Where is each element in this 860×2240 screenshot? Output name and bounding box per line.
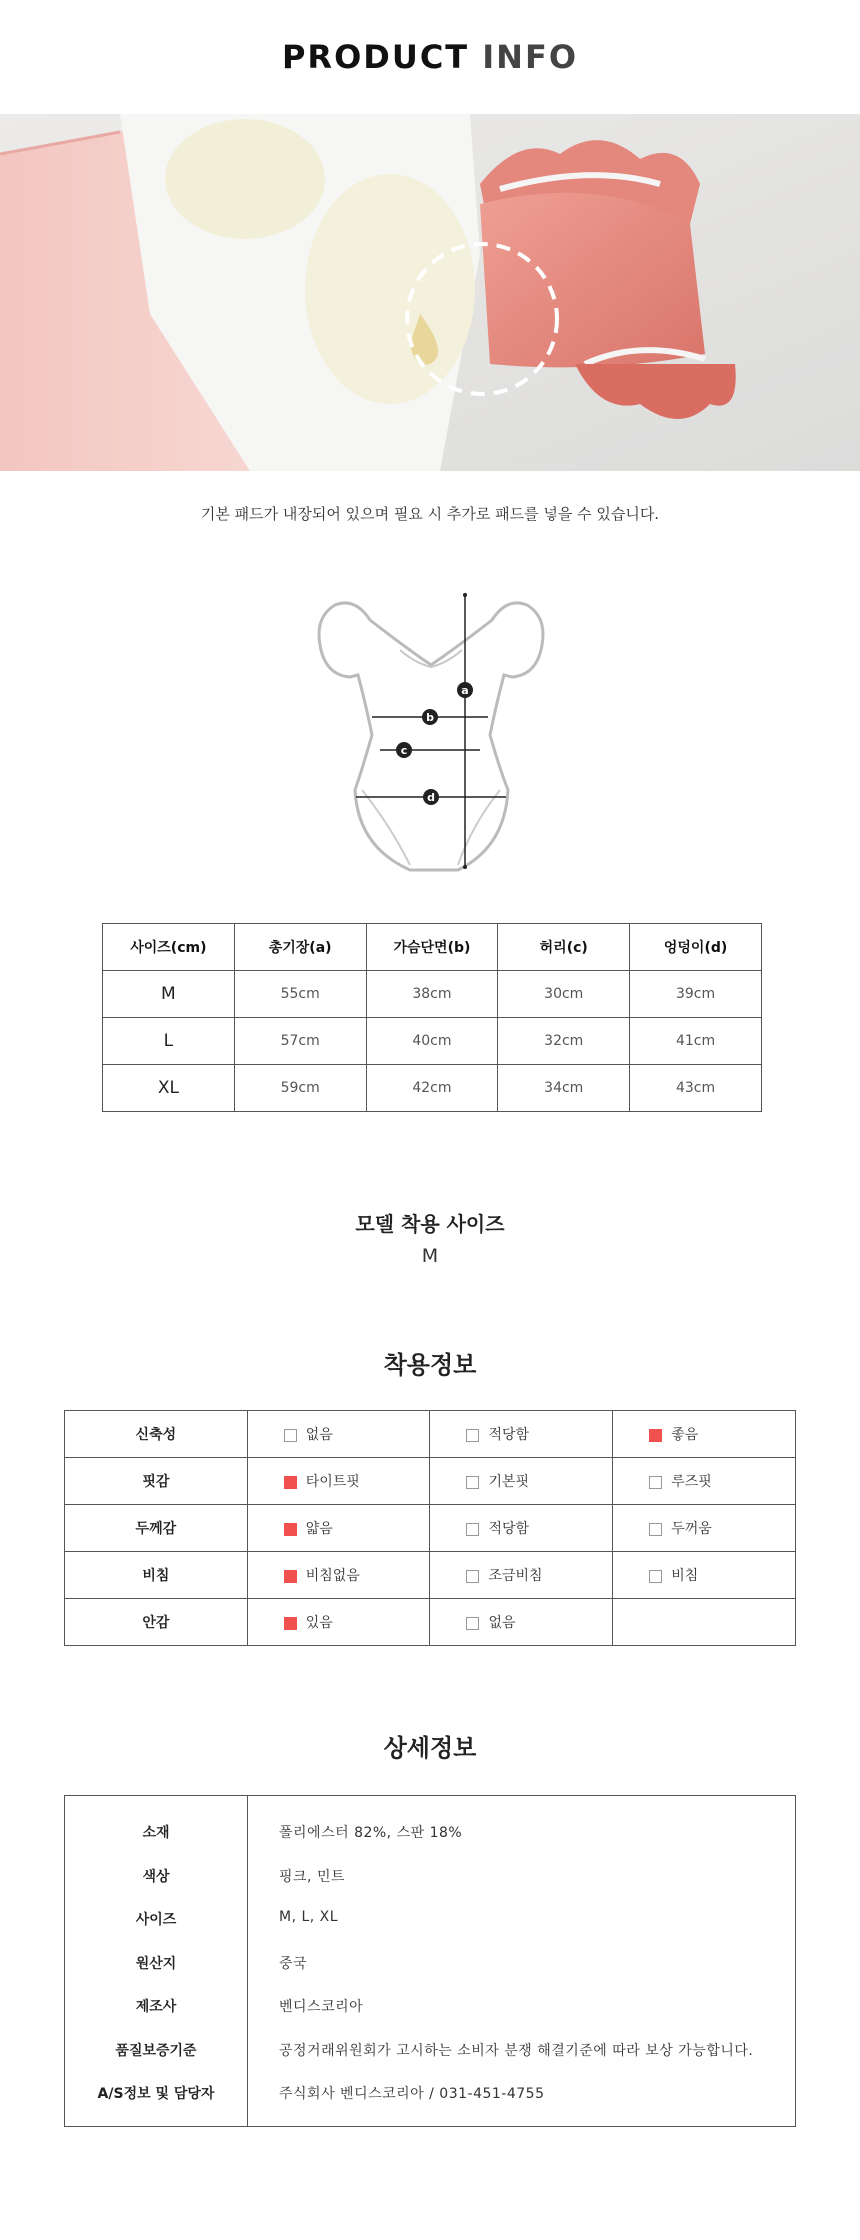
size-cell: XL [103,1065,235,1112]
diagram-label-d: d [427,791,435,804]
value-cell: 59cm [234,1065,366,1112]
table-row [103,1065,762,1112]
diagram-label-a: a [461,684,469,697]
label-a [457,682,473,698]
detail-row [65,1990,795,2020]
fit-info-table [64,1410,796,1646]
fit-option-label: 얇음 [305,1521,333,1537]
header-hip: 엉덩이(d) [630,924,762,971]
fit-option-label: 없음 [488,1615,516,1631]
fit-row-label: 신축성 [65,1411,248,1458]
fit-row-label: 비침 [65,1552,248,1599]
size-table [102,923,762,1112]
fit-row [65,1552,796,1599]
unchecked-box-icon [466,1429,479,1442]
detail-row [65,1903,795,1933]
value-cell: 32cm [498,1018,630,1065]
value-cell: 57cm [234,1018,366,1065]
fit-option [247,1411,430,1458]
checked-box-icon [284,1523,297,1536]
title-info: INFO [482,38,579,76]
fit-option [247,1458,430,1505]
unchecked-box-icon [649,1570,662,1583]
fit-option-label: 있음 [305,1615,333,1631]
detail-key: 품질보증기준 [115,2042,197,2059]
value-cell: 40cm [366,1018,498,1065]
size-cell: M [103,971,235,1018]
fit-option-label: 비침없음 [305,1568,360,1584]
detail-value: 벤디스코리아 [279,1999,364,2015]
detail-value: 폴리에스터 82%, 스판 18% [279,1825,463,1841]
fit-info-title: 착용정보 [383,1351,477,1379]
fit-option [613,1599,796,1646]
unchecked-box-icon [466,1617,479,1630]
fit-option-label: 조금비침 [488,1568,543,1584]
checked-box-icon [284,1476,297,1489]
fit-option-label: 없음 [305,1427,333,1443]
checked-box-icon [649,1429,662,1442]
detail-key: 제조사 [135,1999,177,2015]
detail-value: 주식회사 벤디스코리아 / 031-451-4755 [279,2086,545,2102]
diagram-label-c: c [400,744,408,757]
fit-row [65,1458,796,1505]
detail-row [65,1860,795,1890]
unchecked-box-icon [466,1523,479,1536]
fit-option [613,1505,796,1552]
fit-option-label: 적당함 [488,1521,530,1537]
unchecked-box-icon [466,1476,479,1489]
detail-row [65,1816,795,1846]
fit-option [247,1505,430,1552]
fit-option [430,1411,613,1458]
header-length: 총기장(a) [234,924,366,971]
detail-value: 공정거래위원회가 고시하는 소비자 분쟁 해결기준에 따라 보상 가능합니다. [279,2042,754,2059]
fit-option [247,1552,430,1599]
detail-row [65,1947,795,1977]
table-row [103,971,762,1018]
fit-option [613,1458,796,1505]
header-size: 사이즈(cm) [103,924,235,971]
header-waist: 허리(c) [498,924,630,971]
fit-option [247,1599,430,1646]
fit-option-label: 좋음 [671,1427,699,1443]
model-size-title: 모델 착용 사이즈 [355,1212,505,1236]
detail-value: 중국 [279,1955,308,1972]
model-size-value: M [421,1245,439,1267]
fit-option-label: 비침 [671,1568,699,1584]
fit-row [65,1599,796,1646]
size-table-header [103,924,762,971]
fit-row [65,1411,796,1458]
detail-key: 사이즈 [135,1912,177,1928]
label-b [422,709,438,725]
fit-option [430,1552,613,1599]
detail-key: 원산지 [135,1955,177,1972]
value-cell: 42cm [366,1065,498,1112]
detail-key: 소재 [142,1825,170,1841]
detail-key: A/S정보 및 담당자 [97,2086,215,2102]
fit-row [65,1505,796,1552]
detail-value: M, L, XL [279,1909,339,1925]
label-d [423,789,439,805]
value-cell: 34cm [498,1065,630,1112]
fit-option [613,1552,796,1599]
fit-option [430,1505,613,1552]
fit-option-label: 타이트핏 [305,1474,360,1490]
fit-option [430,1599,613,1646]
page-title [0,38,860,76]
value-cell: 41cm [630,1018,762,1065]
unchecked-box-icon [466,1570,479,1583]
fit-option [613,1411,796,1458]
detail-key: 색상 [142,1868,170,1885]
detail-row [65,2077,795,2107]
detail-row [65,2034,795,2064]
fit-option-label: 기본핏 [488,1474,530,1490]
fit-option-label: 적당함 [488,1427,530,1443]
detail-info-table [64,1795,796,2127]
checked-box-icon [284,1617,297,1630]
value-cell: 39cm [630,971,762,1018]
fit-option-label: 루즈핏 [671,1474,712,1490]
title-product: PRODUCT [281,38,470,76]
fit-option [430,1458,613,1505]
header-chest: 가슴단면(b) [366,924,498,971]
fit-row-label: 안감 [65,1599,248,1646]
value-cell: 30cm [498,971,630,1018]
unchecked-box-icon [649,1476,662,1489]
fit-row-label: 핏감 [65,1458,248,1505]
unchecked-box-icon [284,1429,297,1442]
size-cell: L [103,1018,235,1065]
label-c [396,742,412,758]
detail-value: 핑크, 민트 [279,1868,345,1885]
detail-info-title: 상세정보 [383,1734,477,1762]
value-cell: 55cm [234,971,366,1018]
pad-note: 기본 패드가 내장되어 있으며 필요 시 추가로 패드를 넣을 수 있습니다. [200,505,660,523]
value-cell: 43cm [630,1065,762,1112]
fit-option-label: 두꺼움 [671,1521,712,1537]
unchecked-box-icon [649,1523,662,1536]
diagram-label-b: b [426,711,434,724]
value-cell: 38cm [366,971,498,1018]
table-row [103,1018,762,1065]
measurement-diagram [300,585,560,875]
fit-row-label: 두께감 [65,1505,248,1552]
checked-box-icon [284,1570,297,1583]
product-photo [0,114,860,471]
